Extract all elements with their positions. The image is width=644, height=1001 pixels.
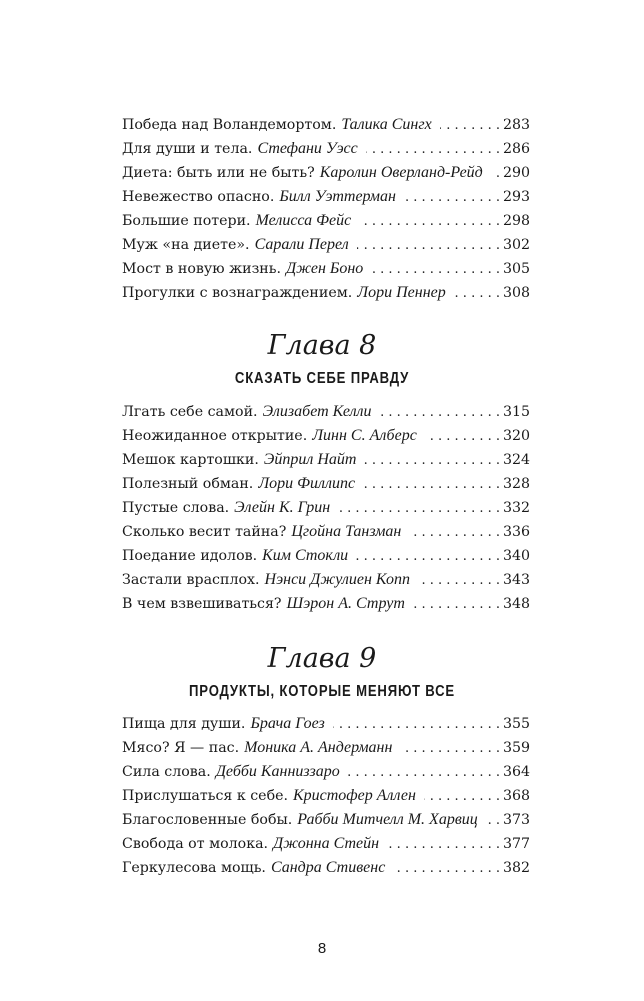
entry-page: 343 <box>503 572 531 588</box>
entry-author: Линн С. Алберс <box>312 427 417 444</box>
entry-page: 320 <box>503 428 531 444</box>
entry-author: Каролин Оверланд-Рейд <box>319 164 483 181</box>
chapter-heading: ПРОДУКТЫ, КОТОРЫЕ МЕНЯЮТ ВСЕ <box>189 683 455 700</box>
entry-author: Цгойна Танзман <box>291 523 402 540</box>
toc-entry <box>122 592 529 616</box>
entry-author: Шэрон А. Струт <box>286 595 405 612</box>
toc-entry <box>122 400 529 424</box>
dot-leader <box>364 449 500 473</box>
entry-author: Нэнси Джулиен Копп <box>264 571 410 588</box>
entry-page: 290 <box>503 165 531 181</box>
toc-list-chapter-8 <box>122 400 529 616</box>
toc-list-chapter-9 <box>122 712 529 880</box>
toc-entry <box>122 856 529 880</box>
toc-entry <box>122 736 529 760</box>
entry-title: Невежество опасно. <box>122 189 275 205</box>
toc-entry <box>122 281 529 305</box>
entry-author: Сандра Стивенс <box>270 859 386 876</box>
entry-page: 308 <box>503 285 531 301</box>
dot-leader <box>486 809 500 833</box>
toc-entry <box>122 209 529 233</box>
entry-author: Билл Уэттерман <box>279 188 396 205</box>
entry-page: 302 <box>503 237 531 253</box>
entry-page: 286 <box>503 141 531 157</box>
entry-author: Рабби Митчелл М. Харвиц <box>297 811 478 828</box>
entry-title: Свобода от молока. <box>122 836 269 852</box>
entry-title: Пища для души. <box>122 716 246 732</box>
toc-entry <box>122 712 529 736</box>
entry-author: Лори Филлипс <box>258 475 356 492</box>
entry-page: 298 <box>503 213 531 229</box>
entry-author: Моника А. Андерманн <box>244 739 393 756</box>
toc-entry <box>122 784 529 808</box>
toc-entry <box>122 808 529 832</box>
chapter-heading: СКАЗАТЬ СЕБЕ ПРАВДУ <box>234 370 410 387</box>
entry-author: Элизабет Келли <box>262 403 372 420</box>
entry-page: 368 <box>503 788 531 804</box>
entry-page: 348 <box>503 596 531 612</box>
toc-entry <box>122 185 529 209</box>
entry-page: 373 <box>503 812 531 828</box>
dot-leader <box>380 401 500 425</box>
toc-entry <box>122 137 529 161</box>
entry-page: 293 <box>503 189 531 205</box>
entry-page: 315 <box>503 404 531 420</box>
dot-leader <box>409 521 500 545</box>
toc-entry <box>122 520 529 544</box>
entry-title: Сколько весит тайна? <box>122 524 287 540</box>
toc-entry <box>122 448 529 472</box>
entry-title: Геркулесова мощь. <box>122 860 266 876</box>
entry-author: Дебби Канниззаро <box>215 763 340 780</box>
entry-title: Мост в новую жизнь. <box>122 261 281 277</box>
entry-author: Талика Сингх <box>341 116 432 133</box>
chapter-title: Глава 9 <box>267 643 377 674</box>
page-number: 8 <box>317 940 327 957</box>
dot-leader <box>425 425 500 449</box>
entry-page: 355 <box>503 716 531 732</box>
toc-entry <box>122 161 529 185</box>
entry-title: Мясо? Я — пас. <box>122 740 240 756</box>
entry-title: Лгать себе самой. <box>122 404 258 420</box>
entry-author: Брача Гоез <box>250 715 325 732</box>
entry-title: Благословенные бобы. <box>122 812 293 828</box>
dot-leader <box>359 210 500 234</box>
entry-author: Мелисса Фейс <box>255 212 352 229</box>
entry-page: 377 <box>503 836 531 852</box>
dot-leader <box>440 114 500 138</box>
entry-page: 324 <box>503 452 531 468</box>
dot-leader <box>338 497 500 521</box>
entry-page: 332 <box>503 500 531 516</box>
dot-leader <box>393 857 500 881</box>
dot-leader <box>418 569 500 593</box>
toc-entry <box>122 424 529 448</box>
dot-leader <box>400 737 500 761</box>
entry-title: Сила слова. <box>122 764 211 780</box>
toc-entry <box>122 472 529 496</box>
entry-author: Элейн К. Грин <box>234 499 331 516</box>
entry-page: 305 <box>503 261 531 277</box>
toc-entry <box>122 832 529 856</box>
entry-title: Застали врасплох. <box>122 572 260 588</box>
entry-author: Сарали Перел <box>254 236 349 253</box>
toc-entry <box>122 257 529 281</box>
entry-title: Для души и тела. <box>122 141 253 157</box>
dot-leader <box>348 761 500 785</box>
toc-entry <box>122 544 529 568</box>
dot-leader <box>491 162 500 186</box>
entry-title: Прогулки с вознаграждением. <box>122 285 353 301</box>
entry-page: 359 <box>503 740 531 756</box>
entry-author: Джонна Стейн <box>273 835 380 852</box>
entry-page: 283 <box>503 117 531 133</box>
dot-leader <box>424 785 500 809</box>
toc-entry <box>122 568 529 592</box>
entry-title: Поедание идолов. <box>122 548 258 564</box>
dot-leader <box>454 282 500 306</box>
dot-leader <box>404 186 500 210</box>
entry-author: Джен Боно <box>286 260 364 277</box>
chapter-title: Глава 8 <box>267 330 377 361</box>
entry-author: Ким Стокли <box>262 547 349 564</box>
entry-page: 364 <box>503 764 531 780</box>
dot-leader <box>387 833 500 857</box>
dot-leader <box>333 713 500 737</box>
entry-title: Неожиданное открытие. <box>122 428 308 444</box>
entry-title: Полезный обман. <box>122 476 254 492</box>
toc-entry <box>122 496 529 520</box>
entry-title: Пустые слова. <box>122 500 230 516</box>
entry-title: Прислушаться к себе. <box>122 788 289 804</box>
toc-entry <box>122 760 529 784</box>
dot-leader <box>357 234 500 258</box>
dot-leader <box>413 593 500 617</box>
toc-list-continued <box>122 113 529 305</box>
entry-page: 340 <box>503 548 531 564</box>
dot-leader <box>371 258 500 282</box>
entry-title: В чем взвешиваться? <box>122 596 282 612</box>
toc-entry <box>122 113 529 137</box>
entry-author: Эйприл Найт <box>263 451 357 468</box>
entry-title: Мешок картошки. <box>122 452 259 468</box>
entry-title: Муж «на диете». <box>122 237 250 253</box>
entry-title: Победа над Воландемортом. <box>122 117 337 133</box>
entry-page: 336 <box>503 524 531 540</box>
entry-title: Большие потери. <box>122 213 251 229</box>
dot-leader <box>363 473 500 497</box>
entry-author: Кристофер Аллен <box>293 787 416 804</box>
toc-entry <box>122 233 529 257</box>
dot-leader <box>366 138 500 162</box>
dot-leader <box>356 545 500 569</box>
entry-author: Лори Пеннер <box>357 284 446 301</box>
entry-page: 328 <box>503 476 531 492</box>
entry-author: Стефани Уэсс <box>257 140 358 157</box>
entry-title: Диета: быть или не быть? <box>122 165 315 181</box>
entry-page: 382 <box>503 860 531 876</box>
